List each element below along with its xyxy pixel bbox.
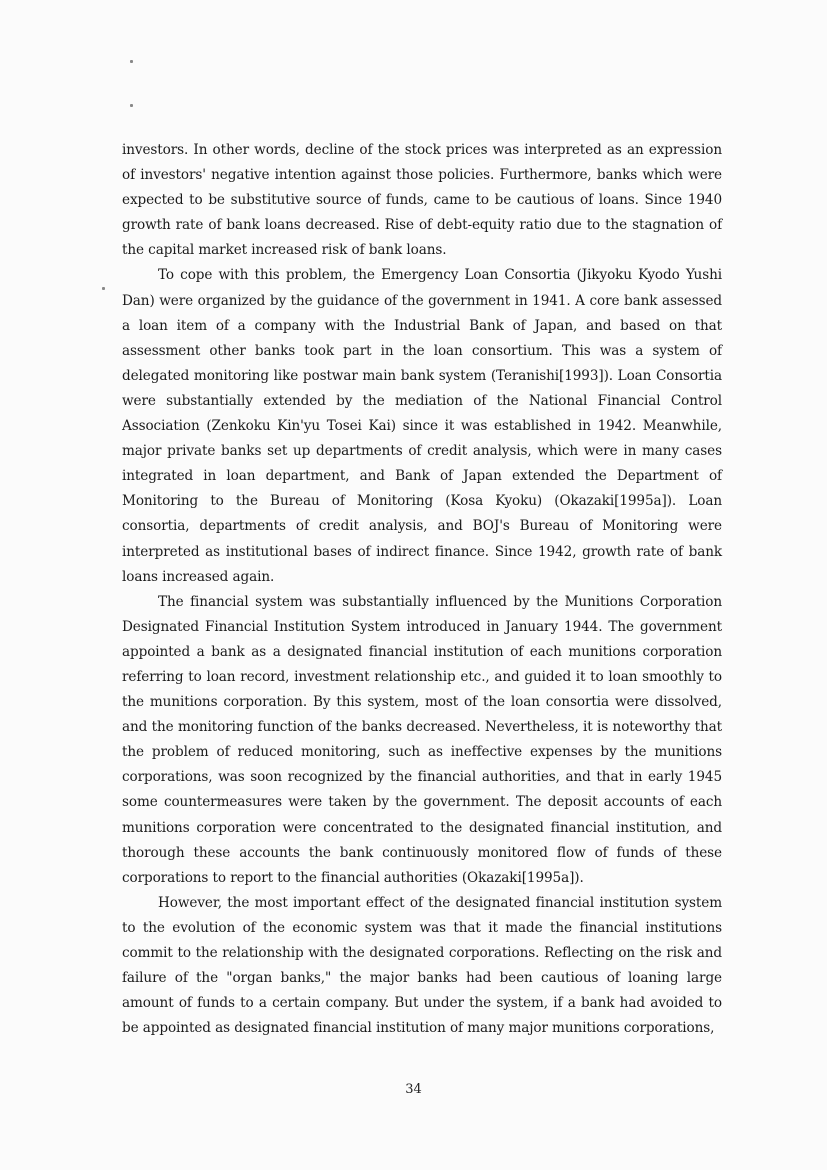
paragraph-loan-consortia: To cope with this problem, the Emergency Loan Consortia (Jikyoku Kyodo Yushi Dan) were organized by the guidance of the government in 1941. A core bank assessed a loan item of a company with the Industrial Bank of Japan, and based on that assessment other banks took part in the loan consortium. This was a system of delegated monitoring like postwar main bank system (Teranishi[1993]). Loan Consortia were substantially extended by the mediation of the National Financial Control Association (Zenkoku Kin'yu Tosei Kai) since it was established in 1942. Meanwhile, major private banks set up departments of credit analysis, which were in many cases integrated in loan department, and Bank of Japan extended the Department of Monitoring to the Bureau of Monitoring (Kosa Kyoku) (Okazaki[1995a]). Loan consortia, departments of credit analysis, and BOJ's Bureau of Monitoring were interpreted as institutional bases of indirect finance. Since 1942, growth rate of bank loans increased again.	[122, 267, 722, 585]
page-number: 34	[405, 1082, 422, 1097]
margin-mark	[130, 104, 133, 107]
paragraph-continued: investors. In other words, decline of the stock prices was interpreted as an expression of investors' negative intention against those policies. Furthermore, banks which were expected to be substitutive source of funds, came to be cautious of loans. Since 1940 growth rate of bank loans decreased. Rise of debt-equity ratio due to the stagnation of the capital market increased risk of bank loans.	[122, 142, 722, 259]
paragraph-commitment-effect: However, the most important effect of the designated financial institution system to the evolution of the economic system was that it made the financial institutions commit to the relationship with the designated corporations. Reflecting on the risk and failure of the "organ banks," the major banks had been cautious of loaning large amount of funds to a certain company. But under the system, if a bank had avoided to be appointed as designated financial institution of many major munitions corporations,	[122, 894, 722, 1037]
paragraph-designated-institution-system: The financial system was substantially influenced by the Munitions Corporation Designated Financial Institution System introduced in January 1944. The government appointed a bank as a designated financial institution of each munitions corporation referring to loan record, investment relationship etc., and guided it to loan smoothly to the munitions corporation. By this system, most of the loan consortia were dissolved, and the monitoring function of the banks decreased. Nevertheless, it is noteworthy that the problem of reduced monitoring, such as ineffective expenses by the munitions corporations, was soon recognized by the financial authorities, and that in early 1945 some countermeasures were taken by the government. The deposit accounts of each munitions corporation were concentrated to the designated financial institution, and thorough these accounts the bank continuously monitored flow of funds of these corporations to report to the financial authorities (Okazaki[1995a]).	[122, 593, 722, 886]
margin-mark	[102, 287, 105, 290]
body-text	[122, 138, 722, 1041]
margin-mark	[130, 60, 133, 63]
